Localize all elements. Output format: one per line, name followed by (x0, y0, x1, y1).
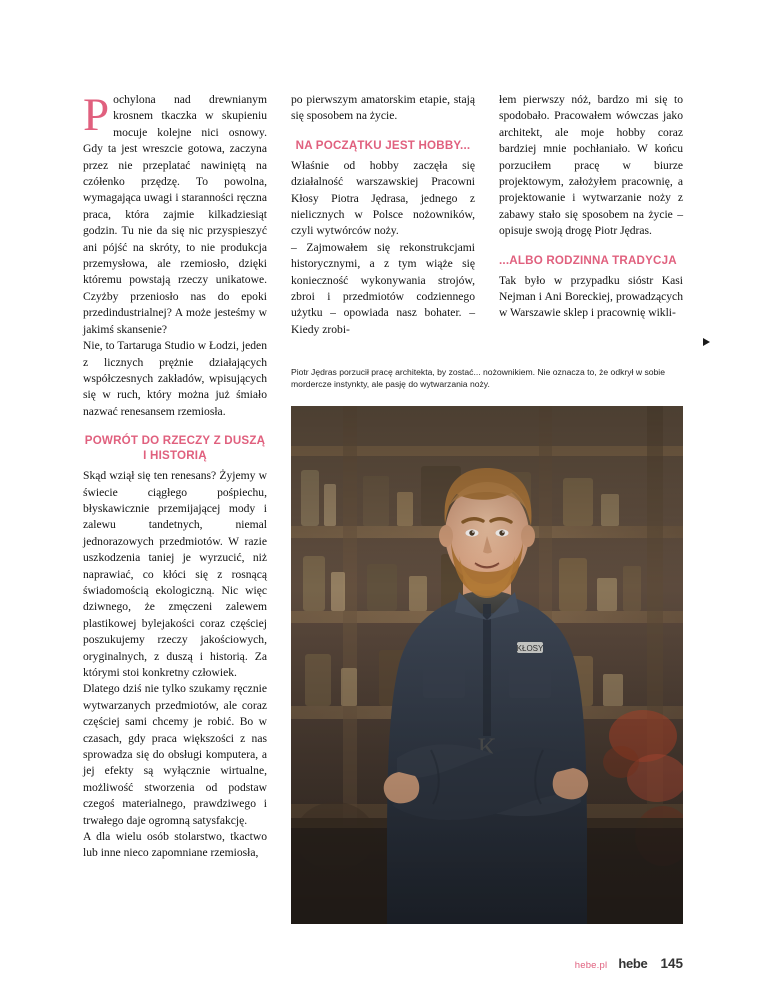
paragraph: Tak było w przypadku sióstr Kasi Nejman i Ani Boreckiej, prowadzących w Warszawie sklep i pracownię wikli- (499, 273, 683, 320)
site-url: hebe.pl (574, 960, 608, 971)
lead-paragraph (83, 89, 267, 338)
section-heading-tradycja: ...ALBO RODZINNA TRADYCJA (499, 253, 677, 267)
page-footer (0, 955, 760, 973)
paragraph: Skąd wziął się ten renesans? Żyjemy w świecie ciągłego pośpiechu, błyskawicznie przemijającej mody i zalewu tandetnych, niemal jednorazowych przedmiotów. W razie uszkodzenia taniej je wyrzucić, niż naprawiać, co kłóci się z rosnącą świadomością ekologiczną. Nic więc dziwnego, że zmęczeni zalewem plastikowej bylejakości coraz częściej poszukujemy rzeczy jakościowych, oryginalnych, z duszą i historią. Za którymi stoi konkretny człowiek. (83, 469, 267, 679)
paragraph: – Zajmowałem się rekonstrukcjami historycznymi, a z tym wiąże się konieczność wykonywania strojów, zbroi i przedmiotów codziennego użytku – opowiada nasz bohater. – Kiedy zrobi- (291, 240, 475, 336)
photo-illustration (291, 406, 683, 924)
continuation-arrow-icon (703, 338, 710, 346)
section-heading-hobby: NA POCZĄTKU JEST HOBBY... (295, 138, 471, 152)
photo-caption: Piotr Jędras porzucił pracę architekta, by zostać... nożownikiem. Nie oznacza to, że odkrył w sobie mordercze instynkty, ale pasję do wytwarzania noży. (291, 367, 665, 390)
page-number: 145 (660, 956, 683, 971)
portrait-craftsman-workshop-photo (291, 406, 683, 924)
drop-cap: P (83, 89, 110, 141)
section-heading-powrot: POWRÓT DO RZECZY Z DUSZĄ I HISTORIĄ (84, 434, 266, 463)
paragraph: po pierwszym amatorskim etapie, stają się sposobem na życie. (291, 93, 475, 123)
brand-logo: hebe (618, 956, 648, 971)
paragraph: A dla wielu osób stolarstwo, tkactwo lub inne nieco zapomniane rzemiosła, (83, 830, 267, 860)
lead-paragraph-text: ochylona nad drewnianym krosnem tkaczka w skupieniu mocuje kolejne nici osnowy. Gdy ta jest wreszcie gotowa, zaczyna przez nie przeplatać nawiniętą na czółenko przędzę. To powolna, wymagająca uwagi i staranności ręczna praca, która zajmie kilkadziesiąt godzin. Tu nie da się nic przyspieszyć ani pójść na skróty, to nie produkcja przemysłowa, ale rzemiosło, dzięki któremu powstają rzeczy unikatowe. Czyżby przeniosło nas do epoki przedindustrialnej? A może jesteśmy w jakimś skansenie? (83, 93, 267, 336)
paragraph: Dlatego dziś nie tylko szukamy ręcznie wytwarzanych przedmiotów, ale coraz częściej sami chcemy je robić. Bo w czasach, gdy praca większości z nas sprowadza się do obsługi komputera, a jej efekty są wyłącznie wirtualne, możliwość stworzenia od podstaw czegoś materialnego, prawdziwego i trwałego daje ogromną satysfakcję. (83, 682, 267, 827)
paragraph: łem pierwszy nóż, bardzo mi się to spodobało. Pracowałem wówczas jako architekt, ale moje hobby coraz bardziej mnie pochłaniało. W końcu porzuciłem pracę w biurze projektowym, założyłem pracownię, a projektowanie i wytwarzanie noży z zabawy stało się sposobem na życie – opisuje swoją drogę Piotr Jędras. (499, 93, 683, 238)
text-column-1 (83, 89, 267, 862)
paragraph: Właśnie od hobby zaczęła się działalność warszawskiej Pracowni Kłosy Piotra Jędrasa, jednego z nielicznych w Polsce nożowników, czyli wytwórców noży. (291, 158, 475, 238)
paragraph: Nie, to Tartaruga Studio w Łodzi, jeden z licznych prężnie działających współczesnych zakładów, wpisujących się w ruch, który można już śmiało nazwać renesansem rzemiosła. (83, 339, 267, 418)
text-column-3 (499, 92, 683, 322)
text-column-2 (291, 92, 475, 338)
